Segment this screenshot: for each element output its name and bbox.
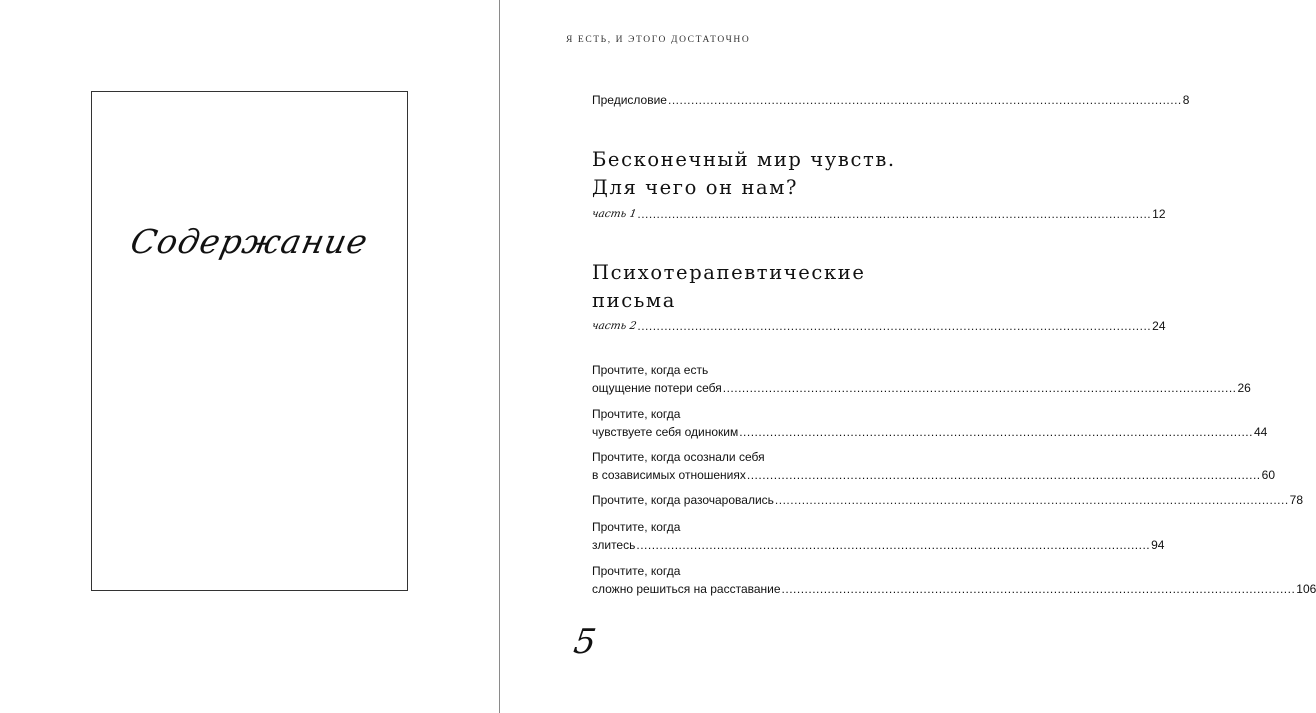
- toc-entry-part-2[interactable]: [590, 317, 1166, 335]
- contents-title: Содержание: [127, 222, 372, 261]
- dot-leader: ......................................................................................................................................: [637, 207, 1152, 221]
- running-head: Я ЕСТЬ, И ЭТОГО ДОСТАТОЧНО: [566, 35, 751, 45]
- dot-leader: ......................................................................................................................................: [667, 93, 1182, 107]
- toc-entry-line: Прочтите, когда осознали себя: [592, 450, 765, 464]
- dot-leader: ......................................................................................................................................: [637, 319, 1152, 333]
- page-number: 5: [571, 622, 599, 662]
- dot-leader: ......................................................................................................................................: [722, 381, 1237, 395]
- toc-entry-page: 24: [1152, 319, 1166, 333]
- toc-entry-page: 106: [1296, 582, 1316, 596]
- dot-leader: ......................................................................................................................................: [636, 538, 1151, 552]
- toc-entry-page: 94: [1151, 538, 1165, 552]
- dot-leader: ......................................................................................................................................: [781, 582, 1296, 596]
- dot-leader: ......................................................................................................................................: [746, 468, 1261, 482]
- left-page: [0, 0, 499, 713]
- toc-entry-label: ощущение потери себя: [592, 381, 722, 395]
- toc-entry-preface[interactable]: [592, 91, 1190, 109]
- part-heading-line: Психотерапевтические: [592, 261, 866, 284]
- toc-entry-label: Прочтите, когда разочаровались: [592, 493, 774, 507]
- title-frame: [91, 91, 408, 591]
- part-heading-line: письма: [592, 289, 676, 312]
- toc-entry-letter[interactable]: [592, 361, 1251, 397]
- part-2-heading: [592, 259, 912, 315]
- toc-entry-line: Прочтите, когда: [592, 520, 681, 534]
- toc-entry-line: Прочтите, когда: [592, 407, 681, 421]
- toc-entry-page: 26: [1237, 381, 1251, 395]
- toc-entry-part-1[interactable]: [590, 205, 1166, 223]
- toc-entry-page: 8: [1182, 93, 1190, 107]
- toc-entry-page: 12: [1152, 207, 1166, 221]
- toc-entry-letter[interactable]: [592, 405, 1268, 441]
- toc-entry-letter[interactable]: [592, 491, 1304, 509]
- part-heading-line: Для чего он нам?: [592, 176, 799, 199]
- toc-entry-label: злитесь: [592, 538, 636, 552]
- dot-leader: ......................................................................................................................................: [774, 493, 1289, 507]
- toc-entry-letter[interactable]: [592, 562, 1316, 598]
- toc-entry-label: Предисловие: [592, 93, 667, 107]
- toc-entry-line: Прочтите, когда есть: [592, 363, 709, 377]
- toc-entry-label: в созависимых отношениях: [592, 468, 746, 482]
- toc-entry-label: сложно решиться на расставание: [592, 582, 781, 596]
- part-1-heading: [592, 146, 912, 202]
- toc-entry-label: чувствуете себя одиноким: [592, 425, 739, 439]
- part-heading-line: Бесконечный мир чувств.: [592, 148, 896, 171]
- toc-entry-page: 78: [1289, 493, 1304, 507]
- right-page: [500, 0, 1316, 713]
- toc-entry-letter[interactable]: [592, 518, 1165, 554]
- toc-entry-letter[interactable]: [592, 448, 1276, 484]
- toc-entry-page: 60: [1261, 468, 1276, 482]
- part-tag: часть 1: [590, 208, 638, 220]
- toc-entry-page: 44: [1253, 425, 1268, 439]
- part-tag: часть 2: [590, 320, 638, 332]
- toc-entry-line: Прочтите, когда: [592, 564, 681, 578]
- dot-leader: ......................................................................................................................................: [739, 425, 1253, 439]
